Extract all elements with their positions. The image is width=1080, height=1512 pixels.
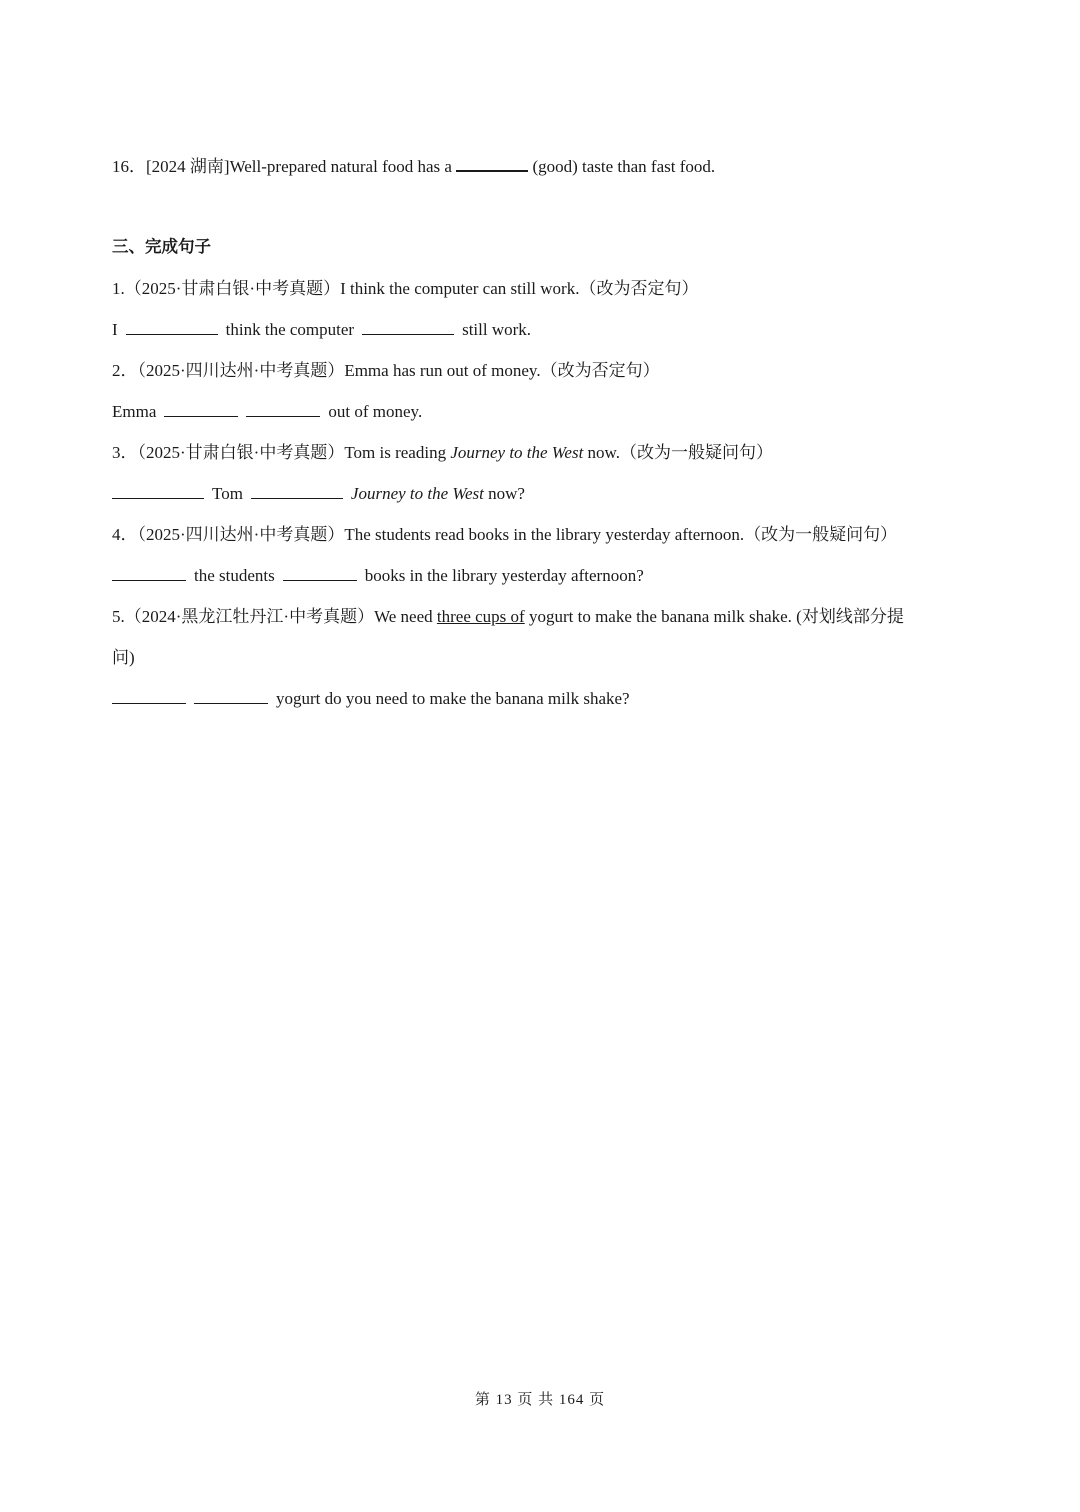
answer-blank[interactable] xyxy=(456,154,528,172)
item-5-instruction-cont: 问) xyxy=(112,648,135,667)
item-5-prompt xyxy=(112,605,904,629)
item-2-answer xyxy=(112,400,422,424)
item-5-answer-part: yogurt do you need to make the banana milk shake? xyxy=(276,689,630,708)
answer-blank[interactable] xyxy=(112,482,204,499)
answer-blank[interactable] xyxy=(126,318,218,335)
question-16-prefix: 16．[2024 湖南]Well-prepared natural food has a xyxy=(112,157,457,176)
item-1-prompt xyxy=(112,277,698,301)
item-4-sentence: The students read books in the library yesterday afternoon. xyxy=(344,525,745,544)
item-3-sentence-post: now. xyxy=(583,443,620,462)
item-1-source: 1.（2025·甘肃白银·中考真题） xyxy=(112,279,341,298)
answer-blank[interactable] xyxy=(251,482,343,499)
answer-blank[interactable] xyxy=(194,687,268,704)
item-2-prompt xyxy=(112,359,660,383)
section-title: 三、完成句子 xyxy=(112,237,211,256)
answer-blank[interactable] xyxy=(362,318,454,335)
answer-blank[interactable] xyxy=(164,400,238,417)
answer-blank[interactable] xyxy=(112,687,186,704)
item-5-prompt-cont xyxy=(112,646,135,670)
page-footer: 第 13 页 共 164 页 xyxy=(474,1392,606,1408)
item-1-answer-part: I xyxy=(112,320,118,339)
item-2-source: 2．（2025·四川达州·中考真题） xyxy=(112,361,345,380)
item-4-answer-part: books in the library yesterday afternoon? xyxy=(364,566,644,585)
item-1-answer-part: still work. xyxy=(462,320,532,339)
item-4-source: 4．（2025·四川达州·中考真题） xyxy=(112,525,345,544)
item-4-answer-part: the students xyxy=(194,566,275,585)
item-3-answer-part: now? xyxy=(488,484,525,503)
item-3-prompt xyxy=(112,441,773,465)
item-4-prompt xyxy=(112,523,897,547)
item-5-underlined-phrase: three cups of xyxy=(436,607,525,626)
item-1-answer-part: think the computer xyxy=(225,320,355,339)
answer-blank[interactable] xyxy=(112,564,186,581)
item-4-instruction: （改为一般疑问句） xyxy=(744,525,898,544)
answer-blank[interactable] xyxy=(246,400,320,417)
item-1-sentence: I think the computer can still work. xyxy=(340,279,580,298)
item-2-sentence: Emma has run out of money. xyxy=(344,361,541,380)
item-2-answer-part: out of money. xyxy=(328,402,423,421)
item-3-source: 3．（2025·甘肃白银·中考真题） xyxy=(112,443,345,462)
answer-blank[interactable] xyxy=(283,564,357,581)
item-1-instruction: （改为否定句） xyxy=(579,279,699,298)
item-3-sentence-pre: Tom is reading xyxy=(344,443,451,462)
item-5-source: 5.（2024·黑龙江牡丹江·中考真题） xyxy=(112,607,375,626)
item-3-instruction: （改为一般疑问句） xyxy=(619,443,773,462)
item-1-answer xyxy=(112,318,531,342)
item-2-instruction: （改为否定句） xyxy=(540,361,660,380)
item-5-sentence-post: yogurt to make the banana milk shake. (对划线部分提 xyxy=(524,607,904,626)
item-3-answer-book-title: Journey to the West xyxy=(350,484,484,503)
question-16 xyxy=(112,154,715,179)
item-3-answer-part: Tom xyxy=(212,484,243,503)
item-2-answer-part: Emma xyxy=(112,402,157,421)
item-4-answer xyxy=(112,564,644,588)
item-3-book-title: Journey to the West xyxy=(450,443,584,462)
item-3-answer xyxy=(112,482,525,506)
item-5-answer xyxy=(112,687,630,711)
item-5-sentence-pre: We need xyxy=(374,607,437,626)
question-16-suffix: (good) taste than fast food. xyxy=(528,157,716,176)
